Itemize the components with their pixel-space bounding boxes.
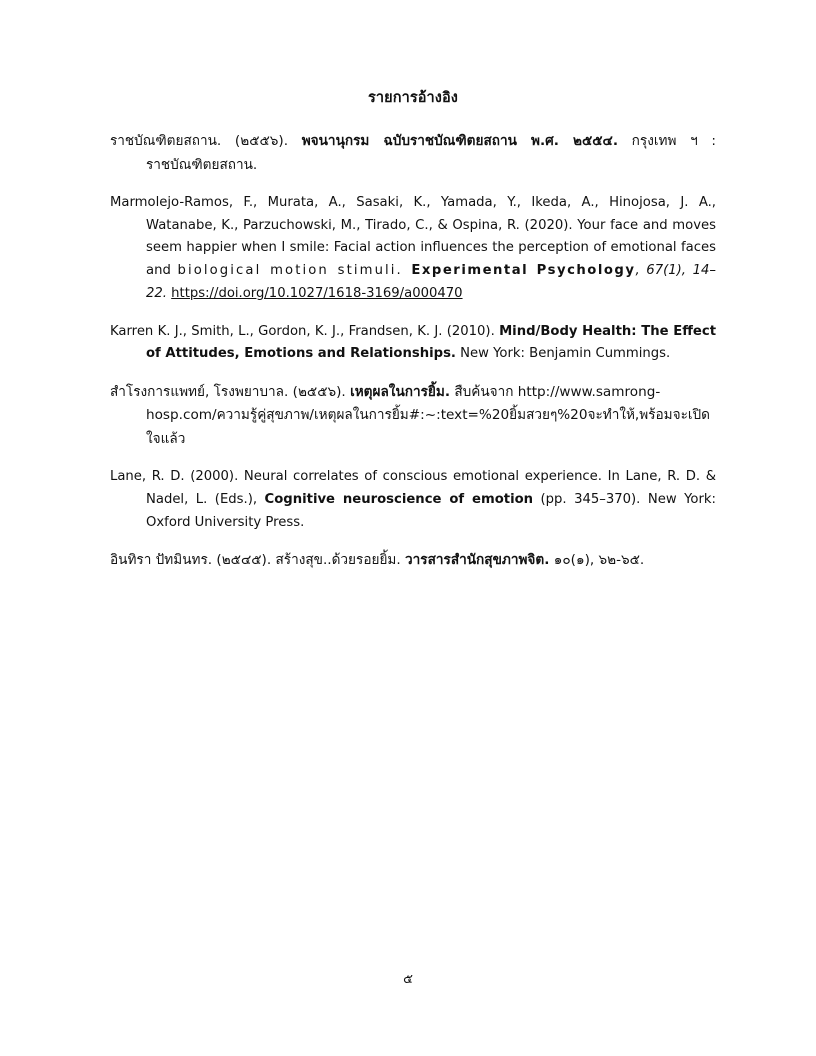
- reference-authors-title: Lane, R. D. (2000). Neural correlates of conscious emotional experience. In Lane, R. D. & Nadel, L. (Eds.),: [110, 469, 716, 507]
- reference-volume-pages: ๑๐(๑), ๖๒-๖๕.: [549, 552, 645, 569]
- page-number: ๕: [403, 972, 413, 987]
- reference-article-title-continued: biological motion stimuli.: [177, 263, 403, 279]
- reference-pages-publisher: (pp. 345–370). New York: Oxford University Press.: [146, 491, 716, 530]
- reference-authors: Karren K. J., Smith, L., Gordon, K. J., Frandsen, K. J. (2010).: [110, 323, 500, 339]
- reference-journal-name: วารสารสำนักสุขภาพจิต.: [405, 552, 550, 569]
- reference-book-title: Mind/Body Health: The Effect of Attitudes, Emotions and Relationships.: [146, 323, 716, 362]
- reference-author-year: อินทิรา ปัทมินทร. (๒๕๔๕). สร้างสุข..ด้วยรอยยิ้ม.: [110, 552, 406, 569]
- reference-entry-lane: [110, 466, 716, 534]
- reference-entry-intira: [110, 549, 716, 572]
- page-title: รายการอ้างอิง: [368, 90, 458, 106]
- reference-entry-ratchabandit: [110, 130, 716, 177]
- reference-entry-karren: [110, 321, 716, 366]
- reference-publisher: กรุงเทพ ฯ : ราชบัณฑิตยสถาน.: [146, 133, 716, 173]
- reference-entry-marmolejo-ramos: [110, 192, 716, 306]
- reference-authors: Marmolejo-Ramos, F., Murata, A., Sasaki, K., Yamada, Y., Ikeda, A., Hinojosa, J. A., Watanabe, K., Parzuchowski, M., Tirado, C., & Ospina, R. (2020).: [110, 195, 716, 233]
- reference-retrieved-from: สืบค้นจาก http://www.samrong-hosp.com/ความรู้คู่สุขภาพ/เหตุผลในการยิ้ม#:~:text=%20ยิ้มสวยๆ%20จะทำให้,พร้อมจะเปิดใจแล้ว: [146, 383, 711, 447]
- reference-author-year: ราชบัณฑิตยสถาน. (๒๕๕๖).: [110, 133, 302, 150]
- reference-book-title: Cognitive neuroscience of emotion: [264, 491, 534, 507]
- reference-journal-name: Experimental Psychology: [402, 263, 636, 279]
- reference-volume-issue-pages: , 67(1), 14–22.: [146, 263, 716, 301]
- reference-title: พจนานุกรม ฉบับราชบัณฑิตยสถาน พ.ศ. ๒๕๕๔.: [301, 133, 618, 150]
- reference-doi-link[interactable]: https://doi.org/10.1027/1618-3169/a000470: [171, 285, 463, 301]
- reference-author-year: สำโรงการแพทย์, โรงพยาบาล. (๒๕๕๖).: [110, 383, 351, 400]
- page-content: [110, 88, 716, 573]
- reference-title: เหตุผลในการยิ้ม.: [350, 383, 450, 400]
- reference-entry-samrong-hospital: [110, 381, 716, 451]
- reference-publisher: New York: Benjamin Cummings.: [455, 346, 671, 362]
- reference-list: [110, 130, 716, 572]
- reference-article-title: Your face and moves seem happier when I smile: Facial action influences the perception of emotional faces and: [146, 217, 717, 279]
